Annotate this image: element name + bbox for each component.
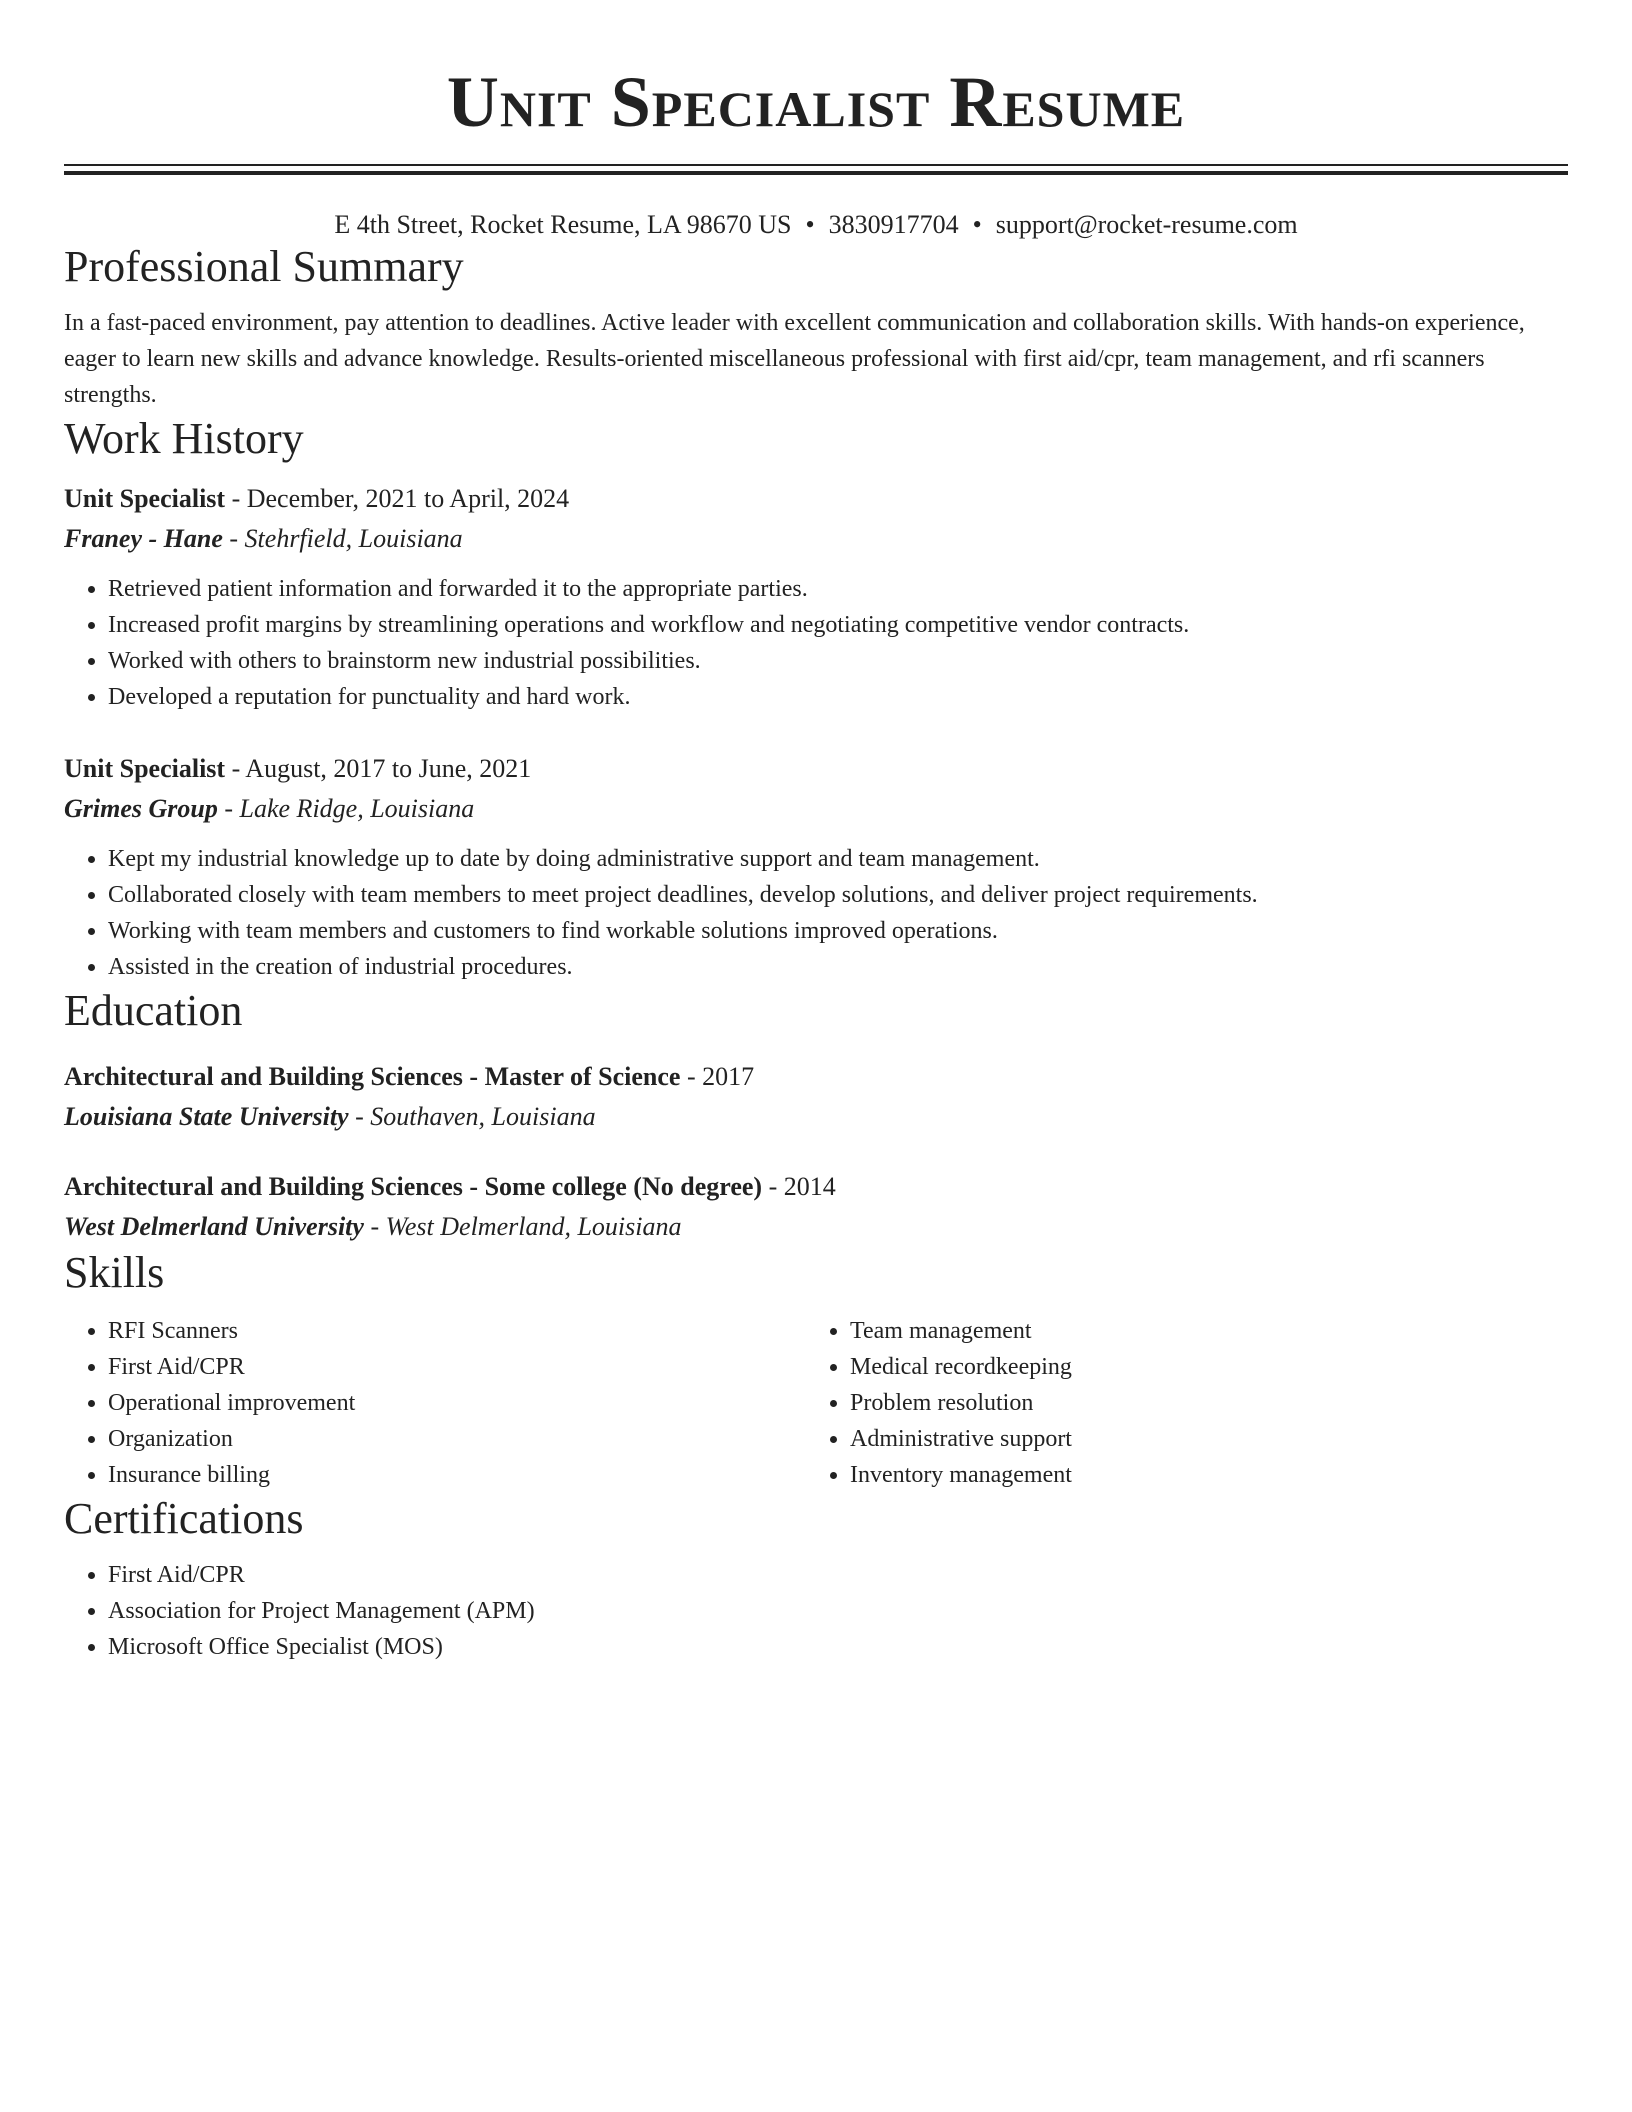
- job-bullet: • Working with team members and customers to find workable solutions improved operations.: [108, 913, 1568, 949]
- education-heading: Education: [64, 986, 243, 1035]
- education-location: - West Delmerland, Louisiana: [363, 1212, 682, 1241]
- education-school: Louisiana State University: [64, 1102, 349, 1131]
- resume-title: Unit Specialist Resume: [446, 62, 1186, 142]
- skills-grid: [64, 1313, 1568, 1493]
- skills-list-left: [64, 1313, 806, 1493]
- certifications-heading: Certifications: [64, 1494, 304, 1543]
- job-entry: [64, 479, 1568, 715]
- skill-item: • Team management: [850, 1313, 1548, 1349]
- title-divider: [64, 164, 1568, 175]
- job-dates: - December, 2021 to April, 2024: [225, 484, 570, 513]
- job-title-line: [64, 749, 1568, 789]
- summary-text: In a fast-paced environment, pay attention to deadlines. Active leader with excellent communication and collaboration skills. With hands-on experience, eager to learn new skills and advance knowledge. Results-oriented miscellaneous professional with first aid/cpr, team management, and rfi scanners strengths.: [64, 310, 1525, 408]
- certification-item: • Association for Project Management (APM): [108, 1593, 1568, 1629]
- job-title: Unit Specialist: [64, 484, 226, 513]
- education-school-line: [64, 1097, 1568, 1137]
- job-bullet: • Collaborated closely with team members to meet project deadlines, develop solutions, and deliver project requirements.: [108, 877, 1568, 913]
- skill-item: • Administrative support: [850, 1421, 1548, 1457]
- education-year: - 2014: [762, 1172, 836, 1201]
- skills-heading: Skills: [64, 1248, 165, 1297]
- job-bullet: • Retrieved patient information and forwarded it to the appropriate parties.: [108, 571, 1568, 607]
- certification-item: • Microsoft Office Specialist (MOS): [108, 1629, 1568, 1665]
- contact-email: support@rocket-resume.com: [995, 210, 1298, 239]
- summary-heading: Professional Summary: [64, 242, 464, 291]
- job-title-line: [64, 479, 1568, 519]
- job-entry: [64, 749, 1568, 985]
- skill-item: • Medical recordkeeping: [850, 1349, 1548, 1385]
- job-company-line: [64, 519, 1568, 559]
- education-school: West Delmerland University: [64, 1212, 364, 1241]
- job-location: - Lake Ridge, Louisiana: [217, 794, 475, 823]
- education-school-line: [64, 1207, 1568, 1247]
- job-bullets: [64, 841, 1568, 985]
- education-entry: [64, 1057, 1568, 1137]
- job-location: - Stehrfield, Louisiana: [222, 524, 463, 553]
- contact-separator: •: [972, 210, 982, 239]
- education-year: - 2017: [680, 1062, 755, 1091]
- skill-item: • Organization: [108, 1421, 806, 1457]
- job-company-line: [64, 789, 1568, 829]
- education-degree: Architectural and Building Sciences - Master of Science: [64, 1062, 681, 1091]
- skill-item: • Problem resolution: [850, 1385, 1548, 1421]
- education-degree: Architectural and Building Sciences - Some college (No degree): [64, 1172, 763, 1201]
- job-bullet: • Assisted in the creation of industrial procedures.: [108, 949, 1568, 985]
- job-bullet: • Kept my industrial knowledge up to date by doing administrative support and team management.: [108, 841, 1568, 877]
- education-entry: [64, 1167, 1568, 1247]
- certification-item: • First Aid/CPR: [108, 1557, 1568, 1593]
- job-company: Grimes Group: [64, 794, 218, 823]
- education-degree-line: [64, 1167, 1568, 1207]
- job-bullet: • Increased profit margins by streamlining operations and workflow and negotiating competitive vendor contracts.: [108, 607, 1568, 643]
- skills-list-right: [806, 1313, 1548, 1493]
- certifications-list: [64, 1557, 1568, 1665]
- skill-item: • Operational improvement: [108, 1385, 806, 1421]
- skill-item: • Insurance billing: [108, 1457, 806, 1493]
- job-dates: - August, 2017 to June, 2021: [225, 754, 532, 783]
- job-title: Unit Specialist: [64, 754, 226, 783]
- job-bullets: [64, 571, 1568, 715]
- contact-separator: •: [805, 210, 815, 239]
- job-bullet: • Worked with others to brainstorm new industrial possibilities.: [108, 643, 1568, 679]
- skill-item: • First Aid/CPR: [108, 1349, 806, 1385]
- contact-phone: 3830917704: [828, 210, 959, 239]
- skill-item: • RFI Scanners: [108, 1313, 806, 1349]
- skill-item: • Inventory management: [850, 1457, 1548, 1493]
- education-location: - Southaven, Louisiana: [348, 1102, 596, 1131]
- work-history-heading: Work History: [64, 414, 304, 463]
- job-bullet: • Developed a reputation for punctuality and hard work.: [108, 679, 1568, 715]
- education-degree-line: [64, 1057, 1568, 1097]
- contact-address: E 4th Street, Rocket Resume, LA 98670 US: [334, 210, 792, 239]
- job-company: Franey - Hane: [64, 524, 223, 553]
- contact-line: [64, 209, 1568, 241]
